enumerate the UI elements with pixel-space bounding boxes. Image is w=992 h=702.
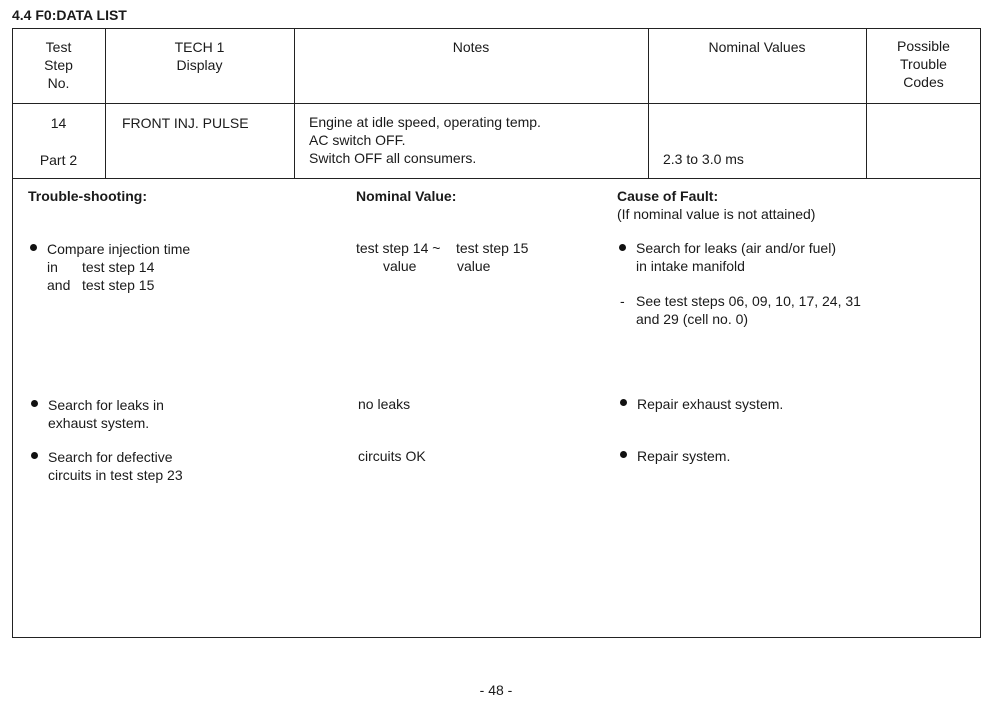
bullet-icon [31, 452, 38, 459]
page-number: - 48 - [479, 682, 513, 698]
item1-cause1-line: in intake manifold [636, 258, 745, 274]
item2-nominal: no leaks [358, 396, 411, 412]
row-notes [309, 113, 541, 167]
bullet-icon [31, 400, 38, 407]
header-test-step [12, 38, 105, 92]
dash-icon: - [620, 293, 625, 309]
item2-text-line: exhaust system. [48, 415, 150, 431]
header-test-step-line: No. [47, 75, 70, 91]
row-step-number: 14 [50, 115, 67, 131]
header-divider [12, 103, 981, 104]
row-divider [12, 178, 981, 179]
cause-of-fault-heading: Cause of Fault: [617, 188, 719, 204]
item1-and-label: and [47, 277, 71, 293]
item1-cause1-line: Search for leaks (air and/or fuel) [636, 240, 836, 256]
row-notes-line: AC switch OFF. [309, 132, 406, 148]
item1-text: Compare injection time [47, 241, 191, 257]
item1-cause2-line: See test steps 06, 09, 10, 17, 24, 31 [636, 293, 861, 309]
header-tech1-line: TECH 1 [174, 39, 225, 55]
row-notes-line: Switch OFF all consumers. [309, 150, 477, 166]
item3-text [48, 448, 183, 484]
item1-nominal-a: test step 14 ~ [356, 240, 441, 256]
troubleshooting-heading: Trouble-shooting: [28, 188, 147, 204]
nominal-value-heading: Nominal Value: [356, 188, 457, 204]
bullet-icon [620, 451, 627, 458]
item3-nominal: circuits OK [358, 448, 426, 464]
item1-in-value: test step 14 [82, 259, 155, 275]
bullet-icon [619, 244, 626, 251]
header-tech1-line: Display [176, 57, 223, 73]
row-display: FRONT INJ. PULSE [122, 115, 249, 131]
item2-text [48, 396, 164, 432]
item1-cause1 [636, 239, 836, 275]
header-tech1-display [105, 38, 294, 74]
item1-in-label: in [47, 259, 58, 275]
item1-nominal-b: test step 15 [456, 240, 529, 256]
bullet-icon [30, 244, 37, 251]
bullet-icon [620, 399, 627, 406]
item1-and-value: test step 15 [82, 277, 155, 293]
header-codes-line: Codes [903, 74, 944, 90]
section-title: 4.4 F0:DATA LIST [12, 7, 127, 23]
row-notes-line: Engine at idle speed, operating temp. [309, 114, 541, 130]
header-codes-line: Possible [897, 38, 950, 54]
item1-cause2 [636, 292, 861, 328]
header-notes: Notes [452, 39, 490, 55]
item3-text-line: circuits in test step 23 [48, 467, 183, 483]
header-codes-line: Trouble [900, 56, 947, 72]
header-trouble-codes [866, 37, 981, 91]
item3-cause: Repair system. [637, 448, 731, 464]
header-nominal-values: Nominal Values [708, 39, 806, 55]
item3-text-line: Search for defective [48, 449, 173, 465]
item2-text-line: Search for leaks in [48, 397, 164, 413]
item1-cause2-line: and 29 (cell no. 0) [636, 311, 749, 327]
header-test-step-line: Test [45, 39, 72, 55]
item1-nominal-b2: value [457, 258, 491, 274]
header-test-step-line: Step [44, 57, 73, 73]
row-nominal-value: 2.3 to 3.0 ms [663, 151, 744, 167]
row-part: Part 2 [39, 152, 78, 168]
item1-nominal-a2: value [383, 258, 417, 274]
cause-of-fault-subheading: (If nominal value is not attained) [617, 206, 816, 222]
item2-cause: Repair exhaust system. [637, 396, 784, 412]
